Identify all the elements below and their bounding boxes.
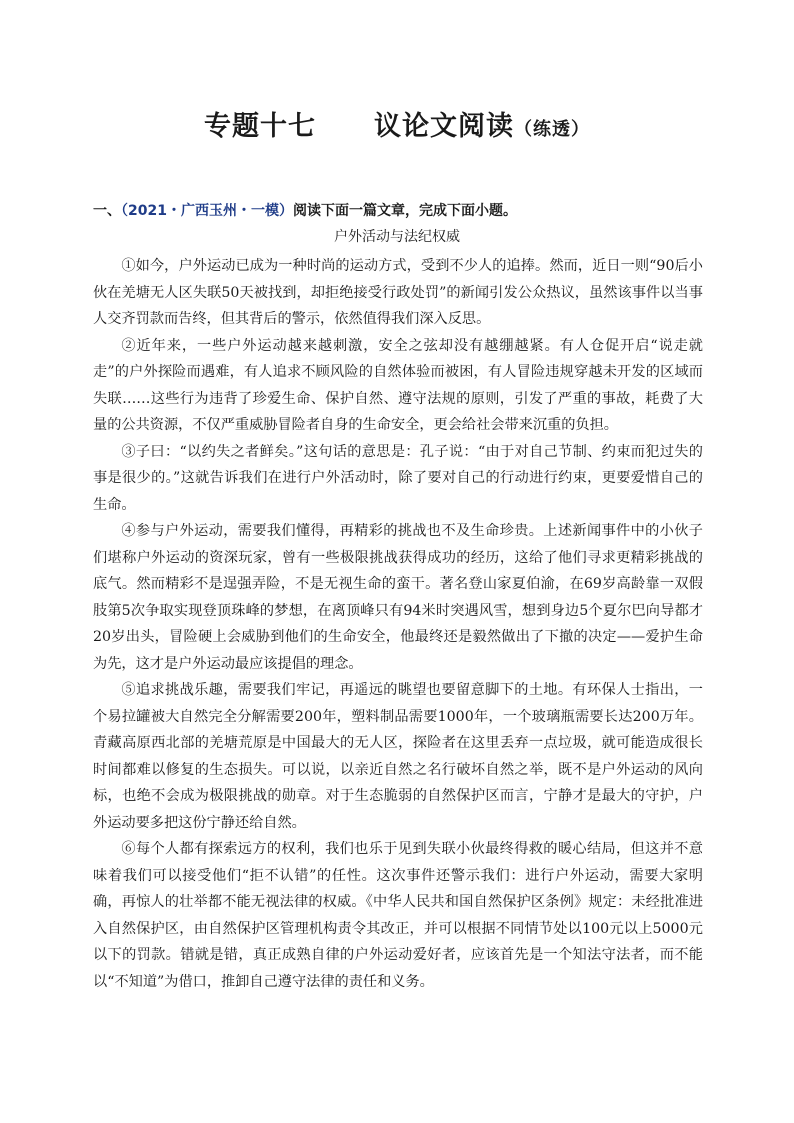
paragraph-6: ⑥每个人都有探索远方的权利，我们也乐于见到失联小伙最终得救的暖心结局，但这并不意味着我们可以接受他们“拒不认错”的任性。这次事件还警示我们：进行户外运动，需要大家明确，再惊人的壮举都不能无视法律的权威。《中华人民共和国自然保护区条例》规定：未经批准进入自然保护区，由自然保护区管理机构责令其改正，并可以根据不同情节处以100元以上5000元以下的罚款。错就是错，真正成熟自律的户外运动爱好者，应该首先是一个知法守法者，而不能以“不知道”为借口，推卸自己遵守法律的责任和义务。 — [93, 841, 703, 990]
question-prefix: 一、 — [93, 203, 121, 219]
paragraph-2: ②近年来，一些户外运动越来越刺激，安全之弦却没有越绷越紧。有人仓促开启“说走就走”的户外探险而遇难，有人追求不顾风险的自然体验而被困，有人冒险违规穿越未开发的区域而失联……这些行为违背了珍爱生命、保护自然、遵守法规的原则，引发了严重的事故，耗费了大量的公共资源，不仅严重威胁冒险者自身的生命安全，更会给社会带来沉重的负担。 — [93, 337, 703, 433]
question-heading — [93, 200, 713, 220]
paragraph-4: ④参与户外运动，需要我们懂得，再精彩的挑战也不及生命珍贵。上述新闻事件中的小伙子们堪称户外运动的资深玩家，曾有一些极限挑战获得成功的经历，这给了他们寻求更精彩挑战的底气。然而精彩不是逞强弄险，不是无视生命的蛮干。著名登山家夏伯渝，在69岁高龄靠一双假肢第5次争取实现登顶珠峰的梦想，在离顶峰只有94米时突遇风雪，想到身边5个夏尔巴向导都才20岁出头，冒险硬上会威胁到他们的生命安全，他最终还是毅然做出了下撤的决定——爱护生命为先，这才是户外运动最应该提倡的理念。 — [93, 523, 703, 672]
question-source: （2021・广西玉州・一模） — [121, 203, 293, 219]
title-sub: （练透） — [514, 119, 590, 140]
title-topic: 议论文阅读 — [374, 111, 514, 142]
title-main: 专题十七 — [204, 111, 316, 142]
page-title — [0, 104, 794, 143]
article-title: 户外活动与法纪权威 — [334, 229, 460, 245]
paragraph-5: ⑤追求挑战乐趣，需要我们牢记，再遥远的眺望也要留意脚下的土地。有环保人士指出，一个易拉罐被大自然完全分解需要200年，塑料制品需要1000年，一个玻璃瓶需要长达200万年。青藏高原西北部的羌塘荒原是中国最大的无人区，探险者在这里丢弃一点垃圾，就可能造成很长时间都难以修复的生态损失。可以说，以亲近自然之名行破坏自然之举，既不是户外运动的风向标，也绝不会成为极限挑战的勋章。对于生态脆弱的自然保护区而言，宁静才是最大的守护，户外运动要多把这份宁静还给自然。 — [93, 682, 703, 831]
paragraph-1: ①如今，户外运动已成为一种时尚的运动方式，受到不少人的追捧。然而，近日一则“90后小伙在羌塘无人区失联50天被找到，却拒绝接受行政处罚”的新闻引发公众热议，虽然该事件以当事人交齐罚款而告终，但其背后的警示，依然值得我们深入反思。 — [93, 258, 703, 327]
paragraph-3: ③子曰：“以约失之者鲜矣。”这句话的意思是：孔子说：“由于对自己节制、约束而犯过失的事是很少的。”这就告诉我们在进行户外活动时，除了要对自己的行动进行约束，更要爱惜自己的生命。 — [93, 443, 703, 513]
article-body — [93, 253, 703, 995]
question-text: 阅读下面一篇文章，完成下面小题。 — [292, 203, 517, 219]
